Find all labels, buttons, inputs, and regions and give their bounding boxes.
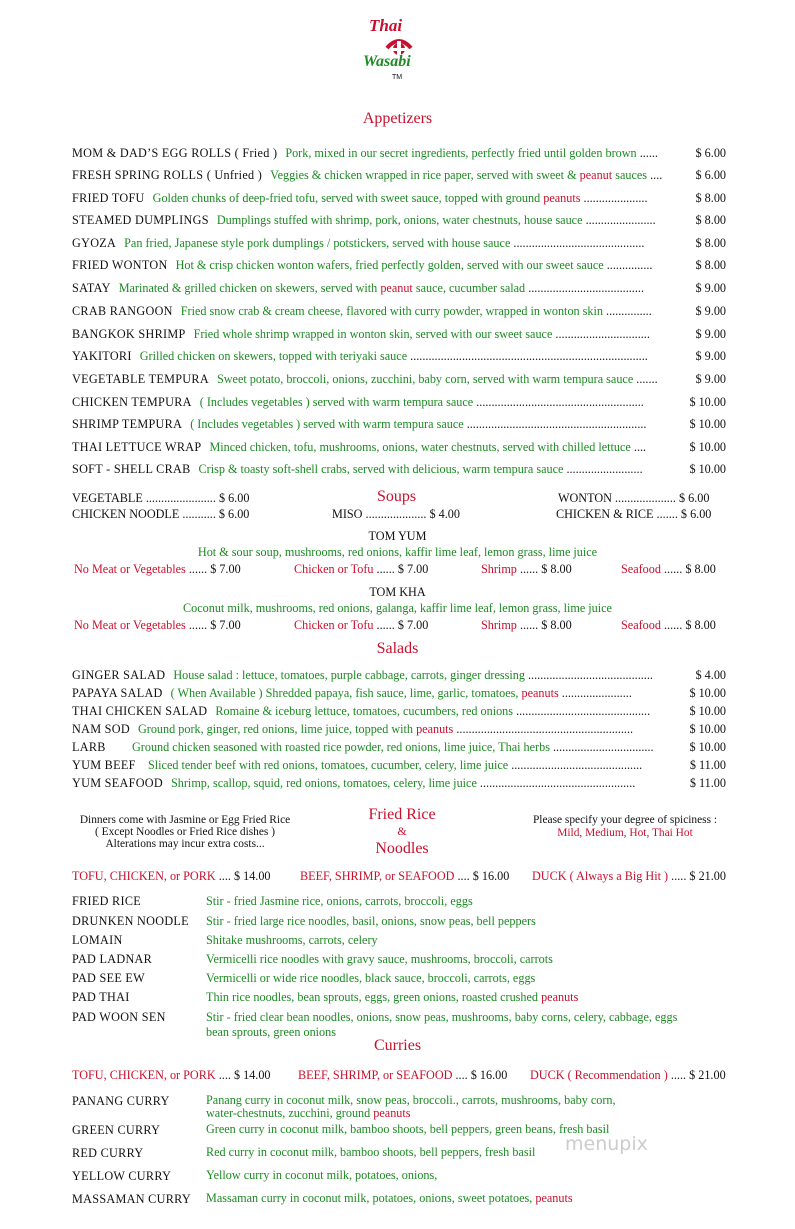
salad-item xyxy=(72,758,726,773)
curry-desc xyxy=(206,1146,535,1159)
salad-price: $ 4.00 xyxy=(695,668,726,682)
appetizer-name: SOFT - SHELL CRAB xyxy=(72,462,191,476)
appetizer-dots: ........................................... xyxy=(510,236,645,250)
salad-name: LARB xyxy=(72,740,106,754)
tom-kha-option-shrimp: Shrimp ...... $ 8.00 xyxy=(481,618,572,632)
appetizer-desc-tail: sauces xyxy=(612,168,648,182)
noodle-desc xyxy=(206,952,553,967)
appetizer-price: $ 10.00 xyxy=(689,440,726,454)
appetizer-price: $ 8.00 xyxy=(695,191,726,205)
watermark: menupix xyxy=(565,1133,648,1155)
fried-rice-heading-line3: Noodles xyxy=(375,840,429,857)
appetizer-item xyxy=(72,417,726,432)
appetizer-desc: Fried snow crab & cream cheese, flavored with curry powder, wrapped in wonton skin xyxy=(180,304,603,318)
noodle-desc-text: Thin rice noodles, bean sprouts, eggs, green onions, roasted crushed xyxy=(206,990,542,1004)
salad-item xyxy=(72,686,726,701)
noodle-name: LOMAIN xyxy=(72,933,123,947)
fried-rice-heading xyxy=(352,806,452,857)
appetizer-dots: ....................................................... xyxy=(473,395,644,409)
appetizer-item xyxy=(72,349,726,364)
salad-item xyxy=(72,740,726,755)
noodle-desc-text: Stir - fried large rice noodles, basil, onions, snow peas, bell peppers xyxy=(206,914,536,928)
appetizer-desc: Hot & crisp chicken wonton wafers, fried perfectly golden, served with our sweet sauce xyxy=(175,258,604,272)
appetizer-dots: .... xyxy=(647,168,663,182)
noodle-desc xyxy=(206,1010,677,1040)
curry-desc-text: Panang curry in coconut milk, snow peas, broccoli., carrots, mushrooms, baby corn, xyxy=(206,1093,616,1107)
appetizer-name: YAKITORI xyxy=(72,349,132,363)
salad-name: NAM SOD xyxy=(72,722,130,736)
appetizer-item xyxy=(72,191,726,206)
appetizer-desc: Dumplings stuffed with shrimp, pork, onions, water chestnuts, house sauce xyxy=(216,213,583,227)
salad-desc: Sliced tender beef with red onions, tomatoes, cucumber, celery, lime juice xyxy=(148,758,509,772)
soup-chicken-rice: CHICKEN & RICE ....... $ 6.00 xyxy=(556,507,712,521)
salad-dots: ....................... xyxy=(558,686,632,700)
appetizer-item xyxy=(72,327,726,342)
curry-price-duck: DUCK ( Recommendation ) ..... $ 21.00 xyxy=(530,1068,726,1082)
appetizer-name: FRESH SPRING ROLLS ( Unfried ) xyxy=(72,168,263,182)
tom-yum-title: TOM YUM xyxy=(368,529,427,543)
salad-name: YUM SEAFOOD xyxy=(72,776,163,790)
appetizer-item xyxy=(72,146,726,161)
curry-desc xyxy=(206,1192,573,1205)
appetizer-price: $ 10.00 xyxy=(689,395,726,409)
noodle-desc-text: Stir - fried clear bean noodles, onions, snow peas, mushrooms, baby corns, celery, cabbage, eggs xyxy=(206,1010,678,1024)
noodle-desc xyxy=(206,894,473,909)
noodle-desc-text: Vermicelli or wide rice noodles, black sauce, broccoli, carrots, eggs xyxy=(206,971,536,985)
logo xyxy=(355,16,445,86)
curry-desc xyxy=(206,1169,437,1182)
appetizer-item xyxy=(72,168,726,183)
salad-desc: Shrimp, scallop, squid, red onions, tomatoes, celery, lime juice xyxy=(171,776,477,790)
curry-name: RED CURRY xyxy=(72,1146,144,1160)
appetizer-desc: Pork, mixed in our secret ingredients, perfectly fried until golden brown xyxy=(285,146,637,160)
appetizer-item xyxy=(72,236,726,251)
appetizer-name: CHICKEN TEMPURA xyxy=(72,395,192,409)
appetizer-price: $ 8.00 xyxy=(695,236,726,250)
noodle-name: FRIED RICE xyxy=(72,894,142,908)
appetizer-name: FRIED TOFU xyxy=(72,191,145,205)
appetizer-price: $ 9.00 xyxy=(695,304,726,318)
salad-desc: Ground chicken seasoned with roasted rice powder, red onions, lime juice, Thai herbs xyxy=(132,740,550,754)
appetizer-name: CRAB RANGOON xyxy=(72,304,173,318)
appetizer-name: SATAY xyxy=(72,281,111,295)
noodle-desc-text: Vermicelli rice noodles with gravy sauce, mushrooms, broccoli, carrots xyxy=(206,952,553,966)
salad-name: THAI CHICKEN SALAD xyxy=(72,704,208,718)
soup-miso: MISO .................... $ 4.00 xyxy=(332,507,460,521)
appetizer-name: BANGKOK SHRIMP xyxy=(72,327,186,341)
salad-price: $ 10.00 xyxy=(689,704,726,718)
appetizer-item xyxy=(72,281,726,296)
spice-note-line1: Please specify your degree of spiciness : xyxy=(532,814,718,826)
appetizer-name: VEGETABLE TEMPURA xyxy=(72,372,209,386)
curry-price-tofu: TOFU, CHICKEN, or PORK .... $ 14.00 xyxy=(72,1068,271,1082)
tom-yum-option-chicken: Chicken or Tofu ...... $ 7.00 xyxy=(294,562,429,576)
salad-desc-peanut: peanuts xyxy=(521,686,559,700)
appetizer-dots: ............... xyxy=(603,304,652,318)
appetizer-desc: Sweet potato, broccoli, onions, zucchini, baby corn, served with warm tempura sauce xyxy=(216,372,634,386)
salad-name: PAPAYA SALAD xyxy=(72,686,163,700)
tom-kha-option-seafood: Seafood ...... $ 8.00 xyxy=(621,618,716,632)
curries-heading: Curries xyxy=(373,1037,422,1054)
appetizer-price: $ 9.00 xyxy=(695,372,726,386)
tom-kha-desc: Coconut milk, mushrooms, red onions, galanga, kaffir lime leaf, lemon grass, lime juice xyxy=(183,601,612,615)
soup-chicken-noodle: CHICKEN NOODLE ........... $ 6.00 xyxy=(72,507,250,521)
salad-item xyxy=(72,776,726,791)
curry-desc-peanut: peanuts xyxy=(535,1191,573,1205)
appetizer-item xyxy=(72,258,726,273)
appetizer-desc-peanut: peanut xyxy=(380,281,413,295)
appetizer-name: THAI LETTUCE WRAP xyxy=(72,440,202,454)
noodle-desc xyxy=(206,990,578,1005)
appetizer-name: STEAMED DUMPLINGS xyxy=(72,213,209,227)
soup-wonton: WONTON .................... $ 6.00 xyxy=(558,491,710,505)
curry-desc-peanut: peanuts xyxy=(373,1106,411,1120)
appetizer-item xyxy=(72,304,726,319)
appetizer-price: $ 10.00 xyxy=(689,417,726,431)
dinner-note-line1: Dinners come with Jasmine or Egg Fried Rice xyxy=(79,814,291,826)
salad-dots: .......................................................... xyxy=(453,722,634,736)
spice-note xyxy=(520,814,730,839)
appetizer-item xyxy=(72,395,726,410)
appetizer-price: $ 8.00 xyxy=(695,258,726,272)
soup-vegetable: VEGETABLE ....................... $ 6.00 xyxy=(72,491,250,505)
appetizer-dots: ...... xyxy=(636,146,658,160)
tom-yum-option-shrimp: Shrimp ...... $ 8.00 xyxy=(481,562,572,576)
dinner-note-line2: ( Except Noodles or Fried Rice dishes ) xyxy=(95,826,275,838)
salad-item xyxy=(72,704,726,719)
appetizer-desc: ( Includes vegetables ) served with warm tempura sauce xyxy=(190,417,464,431)
curry-name: MASSAMAN CURRY xyxy=(72,1192,191,1206)
appetizer-desc: Grilled chicken on skewers, topped with teriyaki sauce xyxy=(139,349,408,363)
curry-desc xyxy=(206,1094,616,1120)
appetizer-desc: Golden chunks of deep-fried tofu, served with sweet sauce, topped with ground xyxy=(152,191,544,205)
fried-rice-heading-line1: Fried Rice xyxy=(368,806,436,823)
logo-tm: TM xyxy=(392,74,403,81)
salad-dots: ........................................... xyxy=(508,758,643,772)
fried-rice-heading-line2: & xyxy=(397,824,407,838)
noodle-name: PAD THAI xyxy=(72,990,130,1004)
curry-name: YELLOW CURRY xyxy=(72,1169,172,1183)
curry-desc-text: Massaman curry in coconut milk, potatoes, onions, sweet potatoes, xyxy=(206,1191,536,1205)
appetizer-price: $ 9.00 xyxy=(695,349,726,363)
tom-yum-desc: Hot & sour soup, mushrooms, red onions, kaffir lime leaf, lemon grass, lime juice xyxy=(197,545,598,559)
noodle-name: PAD WOON SEN xyxy=(72,1010,166,1024)
appetizer-desc: Minced chicken, tofu, mushrooms, onions, water chestnuts, served with chilled lettuce xyxy=(209,440,631,454)
noodle-desc xyxy=(206,971,535,986)
appetizer-price: $ 6.00 xyxy=(695,146,726,160)
appetizer-price: $ 8.00 xyxy=(695,213,726,227)
tom-kha-option-chicken: Chicken or Tofu ...... $ 7.00 xyxy=(294,618,429,632)
salad-dots: ................................. xyxy=(549,740,654,754)
noodle-desc-text: Shitake mushrooms, carrots, celery xyxy=(206,933,378,947)
salad-desc: ( When Available ) Shredded papaya, fish sauce, lime, garlic, tomatoes, xyxy=(170,686,522,700)
appetizer-name: GYOZA xyxy=(72,236,117,250)
tom-kha-title: TOM KHA xyxy=(369,585,426,599)
appetizer-item xyxy=(72,213,726,228)
fried-rice-price-beef: BEEF, SHRIMP, or SEAFOOD .... $ 16.00 xyxy=(300,869,510,883)
appetizer-desc: Crisp & toasty soft-shell crabs, served with delicious, warm tempura sauce xyxy=(198,462,564,476)
appetizer-dots: .............................................................................. xyxy=(407,349,648,363)
curry-name: GREEN CURRY xyxy=(72,1123,161,1137)
noodle-desc-line2: bean sprouts, green onions xyxy=(206,1025,336,1039)
noodle-desc-peanut: peanuts xyxy=(541,990,579,1004)
curry-desc-line2: water-chestnuts, zucchini, ground xyxy=(206,1106,374,1120)
curry-desc-text: Green curry in coconut milk, bamboo shoots, bell peppers, green beans, fresh basil xyxy=(206,1122,610,1136)
salad-item xyxy=(72,668,726,683)
salad-price: $ 11.00 xyxy=(689,776,726,790)
appetizer-price: $ 10.00 xyxy=(689,462,726,476)
salad-desc: Ground pork, ginger, red onions, lime juice, topped with xyxy=(137,722,417,736)
salad-price: $ 10.00 xyxy=(689,722,726,736)
appetizer-price: $ 9.00 xyxy=(695,281,726,295)
appetizer-name: MOM & DAD’S EGG ROLLS ( Fried ) xyxy=(72,146,278,160)
noodle-name: PAD LADNAR xyxy=(72,952,153,966)
salad-name: YUM BEEF xyxy=(72,758,136,772)
appetizer-name: SHRIMP TEMPURA xyxy=(72,417,183,431)
salads-heading: Salads xyxy=(376,640,419,657)
appetizer-desc: Pan fried, Japanese style pork dumplings / potstickers, served with house sauce xyxy=(124,236,511,250)
salad-price: $ 10.00 xyxy=(689,686,726,700)
noodle-desc xyxy=(206,914,536,929)
appetizer-dots: ..................... xyxy=(580,191,648,205)
fried-rice-price-tofu: TOFU, CHICKEN, or PORK .... $ 14.00 xyxy=(72,869,271,883)
appetizer-dots: ........................................................... xyxy=(463,417,647,431)
salad-desc: House salad : lettuce, tomatoes, purple cabbage, carrots, ginger dressing xyxy=(173,668,525,682)
curry-desc xyxy=(206,1123,609,1136)
salad-item xyxy=(72,722,726,737)
noodle-desc xyxy=(206,933,378,948)
dinner-note-line3: Alterations may incur extra costs... xyxy=(105,838,265,850)
salad-desc-peanut: peanuts xyxy=(416,722,454,736)
appetizer-dots: ....... xyxy=(633,372,658,386)
appetizer-price: $ 6.00 xyxy=(695,168,726,182)
appetizer-desc-tail: sauce, cucumber salad xyxy=(412,281,526,295)
appetizer-item xyxy=(72,372,726,387)
appetizer-item xyxy=(72,462,726,477)
appetizer-desc: ( Includes vegetables ) served with warm tempura sauce xyxy=(199,395,474,409)
appetizer-name: FRIED WONTON xyxy=(72,258,168,272)
curry-price-beef: BEEF, SHRIMP, or SEAFOOD .... $ 16.00 xyxy=(298,1068,508,1082)
appetizer-desc: Marinated & grilled chicken on skewers, served with xyxy=(118,281,381,295)
tom-yum-option-seafood: Seafood ...... $ 8.00 xyxy=(621,562,716,576)
appetizer-dots: ....................... xyxy=(582,213,656,227)
salad-price: $ 11.00 xyxy=(689,758,726,772)
noodle-name: PAD SEE EW xyxy=(72,971,145,985)
appetizer-price: $ 9.00 xyxy=(695,327,726,341)
appetizer-dots: .... xyxy=(630,440,647,454)
appetizer-dots: ......................... xyxy=(563,462,643,476)
noodle-name: DRUNKEN NOODLE xyxy=(72,914,189,928)
appetizer-item xyxy=(72,440,726,455)
curry-desc-text: Red curry in coconut milk, bamboo shoots, bell peppers, fresh basil xyxy=(206,1145,536,1159)
logo-text-wasabi: Wasabi xyxy=(363,53,411,70)
spice-note-levels: Mild, Medium, Hot, Thai Hot xyxy=(557,827,693,839)
fried-rice-price-duck: DUCK ( Always a Big Hit ) ..... $ 21.00 xyxy=(532,869,726,883)
appetizers-heading: Appetizers xyxy=(362,110,433,127)
appetizer-dots: ...................................... xyxy=(525,281,644,295)
noodle-desc-text: Stir - fried Jasmine rice, onions, carrots, broccoli, eggs xyxy=(206,894,473,908)
salad-dots: ......................................... xyxy=(524,668,653,682)
salad-price: $ 10.00 xyxy=(689,740,726,754)
logo-text-thai: Thai xyxy=(369,16,403,35)
curry-name: PANANG CURRY xyxy=(72,1094,170,1108)
tom-kha-option-no-meat: No Meat or Vegetables ...... $ 7.00 xyxy=(74,618,241,632)
appetizer-dots: ............................... xyxy=(552,327,650,341)
appetizer-desc-peanut: peanuts xyxy=(543,191,581,205)
soups-heading: Soups xyxy=(377,488,417,505)
tom-yum-option-no-meat: No Meat or Vegetables ...... $ 7.00 xyxy=(74,562,241,576)
curry-desc-text: Yellow curry in coconut milk, potatoes, onions, xyxy=(206,1168,438,1182)
appetizer-desc: Fried whole shrimp wrapped in wonton skin, served with our sweet sauce xyxy=(193,327,553,341)
salad-dots: ................................................... xyxy=(476,776,636,790)
dinner-note xyxy=(72,814,298,850)
appetizer-desc: Veggies & chicken wrapped in rice paper, served with sweet & xyxy=(270,168,580,182)
salad-name: GINGER SALAD xyxy=(72,668,166,682)
salad-desc: Romaine & iceburg lettuce, tomatoes, cucumbers, red onions xyxy=(215,704,514,718)
appetizer-dots: ............... xyxy=(603,258,653,272)
appetizer-desc-peanut: peanut xyxy=(579,168,613,182)
salad-dots: ............................................ xyxy=(513,704,651,718)
